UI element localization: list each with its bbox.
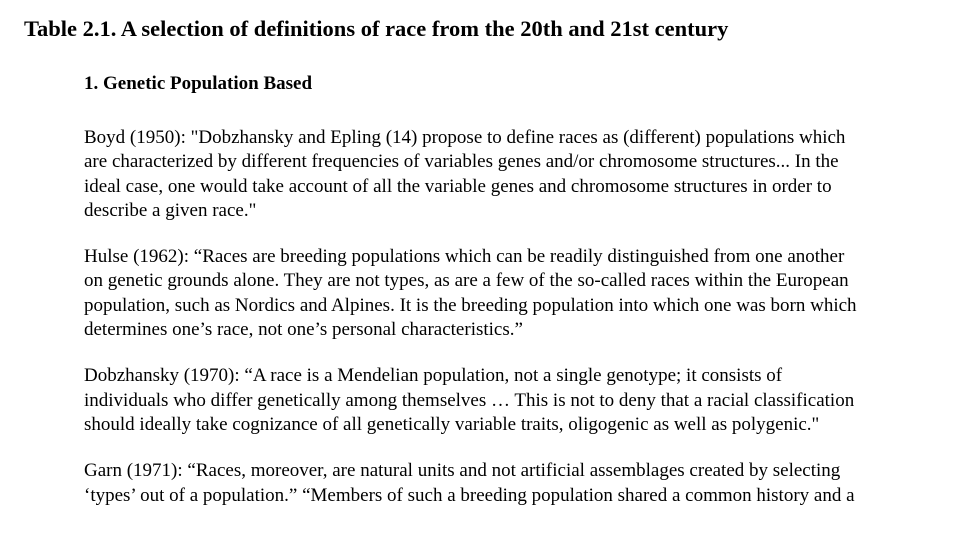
definition-line: individuals who differ genetically among themselves … This is not to deny that a racial classification (84, 389, 855, 411)
definition-line: should ideally take cognizance of all genetically variable traits, oligogenic as well as polygenic." (84, 413, 820, 435)
definition-hulse-1962 (84, 245, 954, 342)
definition-line: Garn (1971): “Races, moreover, are natural units and not artificial assemblages created by selecting (84, 460, 841, 482)
definition-line: are characterized by different frequencies of variables genes and/or chromosome structures... In the (84, 151, 839, 173)
definition-line: on genetic grounds alone. They are not types, as are a few of the so-called races within the European (84, 270, 849, 292)
definition-line: describe a given race." (84, 199, 257, 221)
definition-line: Boyd (1950): "Dobzhansky and Epling (14) propose to define races as (different) populations which (84, 127, 846, 148)
section-heading: 1. Genetic Population Based (84, 73, 313, 94)
definitions-list (84, 126, 954, 530)
definition-line: determines one’s race, not one’s personal characteristics.” (84, 319, 523, 341)
definition-line: Hulse (1962): “Races are breeding populations which can be readily distinguished from one another (84, 246, 845, 268)
page-title: Table 2.1. A selection of definitions of race from the 20th and 21st century (24, 16, 729, 41)
definition-garn-1971 (84, 459, 954, 508)
definition-line: population, such as Nordics and Alpines. It is the breeding population into which one was born which (84, 294, 857, 316)
definition-line: Dobzhansky (1970): “A race is a Mendelian population, not a single genotype; it consists of (84, 365, 783, 387)
definition-dobzhansky-1970 (84, 364, 954, 437)
definition-line: ideal case, one would take account of all the variable genes and chromosome structures in order to (84, 175, 832, 197)
definition-line: ‘types’ out of a population.” “Members of such a breeding population shared a common history and a (84, 484, 855, 506)
definition-boyd-1950 (84, 126, 954, 223)
